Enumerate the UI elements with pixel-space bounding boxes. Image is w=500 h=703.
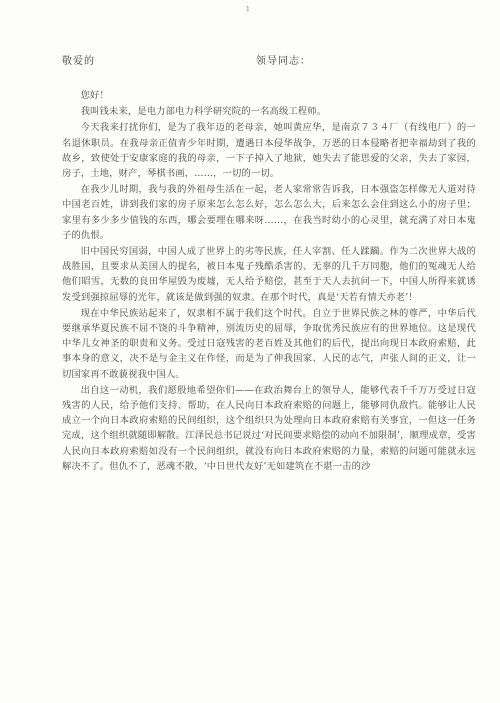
paragraph-childhood: 在我少儿时期，我与我的外祖母生活在一起，老人家常常告诉我，日本强盗怎样像无人道对待中国老百姓，讲到我们家的房子原来怎么怎么好，怎么怎么大，后来怎么会住到这么小的房子里；家里有多少多少值钱的东西，哪会要埋在哪来呀……，在我当时幼小的心灵里，就充满了对日本鬼子的仇恨。: [62, 184, 476, 241]
paragraph-request: 出自这一动机，我们愿殷地希望你们——在政治舞台上的领导人，能够代表千千万万受过日寇残害的人民，给予他们支持、帮助，在人民向日本政府索赔的问题上，能够同仇敌忾。能够让人民成立一个向日本政府索赔的民间组织，这个组织只为处理向日本政府索赔有关事宜，一但这一任务完成，这个组织就随即解散。江泽民总书记说过‘对民间要求赔偿的动向不加限制’，顺理成章，受害人民向日本政府索赔如没有一个民间组织，就没有向日本政府索赔的力量，索赔的问题可能就永远解决不了。但仇不了，恶魂不散，‘中日世代友好’无如建筑在不堪一击的沙: [62, 384, 476, 472]
letter-body: [62, 88, 476, 475]
salutation-right: 领导同志：: [256, 56, 311, 67]
paragraph-present: 现在中华民族站起来了，奴隶相不属于我们这个时代。自立于世界民族之林的尊严，中华后代要继承华夏民族不屈不饶的斗争精神，别流历史的屈辱，争取优秀民族应有的世界地位。这是现代中华儿女神圣的职责和义务。受过日寇残害的老百姓及其他们的后代，提出向现日本政府索赔，此事本身的意义，决不是与金主义在作怪，而是为了伸我国家、人民的志气，声张人间的正义，让一切国家再不敢藐视我中国人。: [62, 307, 476, 380]
salutation-left: 敬爱的: [62, 56, 95, 67]
salutation-line: [62, 52, 460, 67]
paragraph-old-china: 旧中国民穷国弱，中国人成了世界上的劣等民族，任人宰割、任人蹂躏。作为二次世界大战的战胜国，且要求从美国人的提名，被日本鬼子残酷杀害的、无辜的几千万同胞，他们的冤魂无人给他们昭雪，无数的良田华屋毁为废墟，无人给予赔偿，甚至于天人去抗问一下，中国人所得来就诱发受到强掠屈辱的光年，就该是做到强的奴隶。在那个时代，真是‘天若有情天亦老’！: [62, 246, 476, 303]
page-number: 1: [246, 6, 250, 13]
paragraph-mother: 今天我来打扰你们，是为了我年迈的老母亲，她叫黄应华，是南京７３４厂（有线电厂）的一名退休职员。在我母亲正值青少年时期，遭遇日本侵华战争，万恶的日本侵略者把幸福劫到了我的故乡，致使处于安康家庭的我的母亲，一下子掉入了地狱，她失去了能思爱的父亲，失去了家园，房子，土地，财产，琴棋书画，……，一切的一切。: [62, 122, 476, 180]
greeting: 您好！: [80, 90, 109, 101]
paragraph-intro: 我叫钱未来，是电力部电力科学研究院的一名高级工程师。: [80, 106, 327, 118]
